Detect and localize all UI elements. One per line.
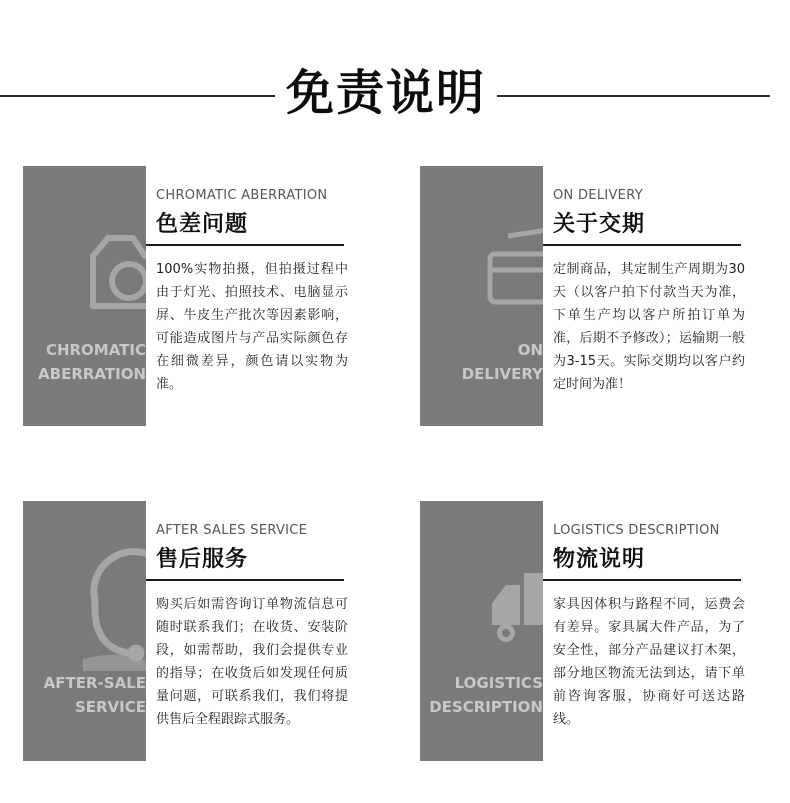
card-subtitle-en: CHROMATIC ABERRATION bbox=[156, 188, 328, 203]
card-overlay-label: CHROMATIC ABERRATION bbox=[38, 341, 146, 383]
card-image-panel bbox=[420, 501, 543, 761]
truck-icon bbox=[420, 501, 543, 761]
card-image-panel bbox=[420, 166, 543, 426]
card-body-text: 定制商品，其定制生产周期为30天（以客户拍下付款当天为准，下单生产均以客户所拍订单为准，后期不予修改）；运输期一般为3-15天。实际交期均以客户约定时间为准！ bbox=[553, 262, 745, 392]
card-divider bbox=[146, 244, 344, 246]
card-body-text: 100%实物拍摄，但拍摄过程中由于灯光、拍照技术、电脑显示屏、牛皮生产批次等因素影响，可能造成图片与产品实际颜色存在细微差异，颜色请以实物为准。 bbox=[156, 262, 348, 392]
card-image-panel bbox=[23, 501, 146, 761]
card-logistics-description bbox=[420, 501, 760, 761]
card-overlay-label: ON DELIVERY bbox=[461, 341, 543, 383]
card-title-zh: 色差问题 bbox=[156, 212, 249, 237]
header-rule-right bbox=[497, 95, 770, 97]
card-body-text: 购买后如需咨询订单物流信息可随时联系我们；在收货、安装阶段，如需帮助，我们会提供专业的指导；在收货后如发现任何质量问题，可联系我们，我们将提供售后全程跟踪式服务。 bbox=[156, 597, 348, 727]
card-subtitle-en: LOGISTICS DESCRIPTION bbox=[553, 523, 720, 538]
card-title-zh: 关于交期 bbox=[553, 212, 646, 237]
card-chromatic-aberration bbox=[23, 166, 363, 426]
card-subtitle-en: AFTER SALES SERVICE bbox=[156, 523, 308, 538]
card-after-sale-service bbox=[23, 501, 363, 761]
card-image-panel bbox=[23, 166, 146, 426]
header-rule-left bbox=[0, 95, 275, 97]
camera-icon bbox=[23, 166, 146, 426]
card-title-zh: 物流说明 bbox=[553, 547, 646, 572]
headset-icon bbox=[23, 501, 146, 761]
card-on-delivery bbox=[420, 166, 760, 426]
card-title-zh: 售后服务 bbox=[156, 547, 249, 572]
card-overlay-label: AFTER-SALE SERVICE bbox=[43, 674, 146, 716]
card-divider bbox=[146, 579, 344, 581]
card-divider bbox=[543, 579, 741, 581]
card-subtitle-en: ON DELIVERY bbox=[553, 188, 643, 203]
card-icon bbox=[420, 166, 543, 426]
page-title: 免责说明 bbox=[285, 65, 486, 121]
card-body-text: 家具因体积与路程不同，运费会有差异。家具属大件产品，为了安全性，部分产品建议打木架，部分地区物流无法到达，请下单前咨询客服，协商好可送达路线。 bbox=[553, 597, 745, 727]
card-divider bbox=[543, 244, 741, 246]
card-overlay-label: LOGISTICS DESCRIPTION bbox=[429, 674, 543, 716]
